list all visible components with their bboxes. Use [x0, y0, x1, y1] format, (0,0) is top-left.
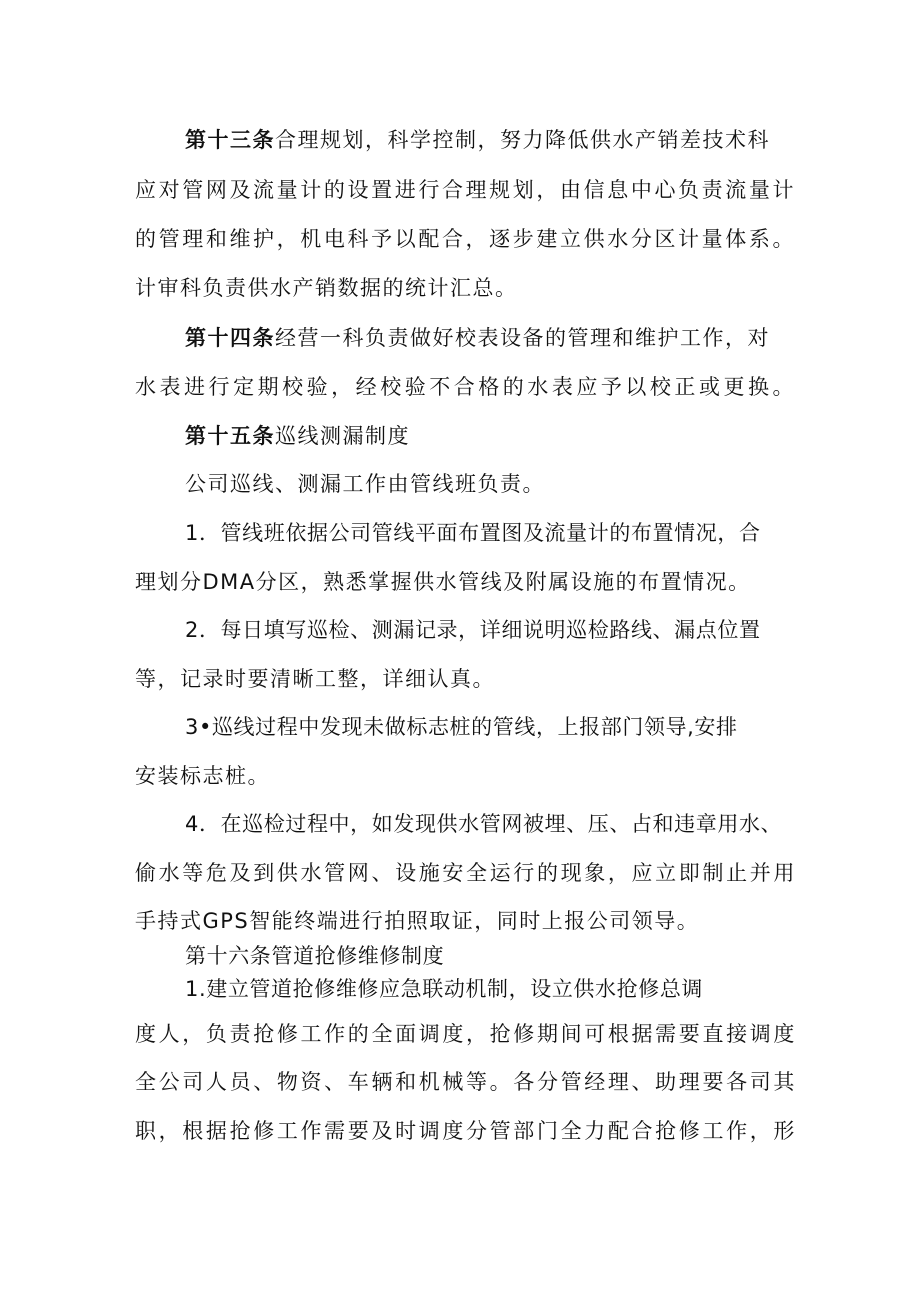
article16-item1-line-4: 职，根据抢修工作需要及时调度分管部门全力配合抢修工作，形 [135, 1119, 795, 1143]
article14-heading: 第十四条 [185, 326, 275, 350]
article15-heading: 第十五条 [185, 424, 275, 448]
article13-line-2: 应对管网及流量计的设置进行合理规划，由信息中心负责流量计 [135, 178, 795, 202]
article13-line-3: 的管理和维护，机电科予以配合，逐步建立供水分区计量体系。 [135, 227, 795, 251]
article15-intro: 公司巡线、测漏工作由管线班负责。 [185, 472, 545, 496]
article15-item2-line-2: 等，记录时要清晰工整，详细认真。 [135, 667, 495, 691]
article13-text-1: 合理规划，科学控制，努力降低供水产销差技术科 [275, 128, 770, 152]
article15-item4-line-1: 4．在巡检过程中，如发现供水管网被埋、压、占和违章用水、 [185, 812, 783, 836]
article14-text-1: 经营一科负责做好校表设备的管理和维护工作，对 [275, 326, 770, 350]
article13-heading: 第十三条 [185, 128, 275, 152]
article14-line-1 [185, 324, 795, 352]
article16-item1-line-1: 1.建立管道抢修维修应急联动机制，设立供水抢修总调 [185, 977, 704, 1001]
article15-line-1 [185, 422, 795, 450]
article16-heading: 第十六条管道抢修维修制度 [185, 944, 445, 968]
article16-item1-line-2: 度人，负责抢修工作的全面调度，抢修期间可根据需要直接调度 [135, 1022, 795, 1046]
article16-item1-line-3: 全公司人员、物资、车辆和机械等。各分管经理、助理要各司其 [135, 1070, 795, 1094]
article13-line-4: 计审科负责供水产销数据的统计汇总。 [135, 276, 518, 300]
article15-item2-line-1: 2．每日填写巡检、测漏记录，详细说明巡检路线、漏点位置 [185, 618, 761, 642]
article15-item1-line-2: 理划分DMA分区，熟悉掌握供水管线及附属设施的布置情况。 [135, 570, 751, 594]
article15-title: 巡线测漏制度 [275, 424, 410, 448]
article15-item3-line-1: 3•巡线过程中发现未做标志桩的管线，上报部门领导,安排 [185, 715, 738, 739]
article14-line-2: 水表进行定期校验，经校验不合格的水表应予以校正或更换。 [135, 375, 795, 399]
article15-item1-line-1: 1．管线班依据公司管线平面布置图及流量计的布置情况，合 [185, 521, 761, 545]
article15-item4-line-2: 偷水等危及到供水管网、设施安全运行的现象，应立即制止并用 [135, 861, 795, 885]
article15-item4-line-3: 手持式GPS智能终端进行拍照取证，同时上报公司领导。 [135, 909, 700, 933]
article15-item3-line-2: 安装标志桩。 [135, 764, 270, 788]
article13-line-1 [185, 126, 795, 154]
